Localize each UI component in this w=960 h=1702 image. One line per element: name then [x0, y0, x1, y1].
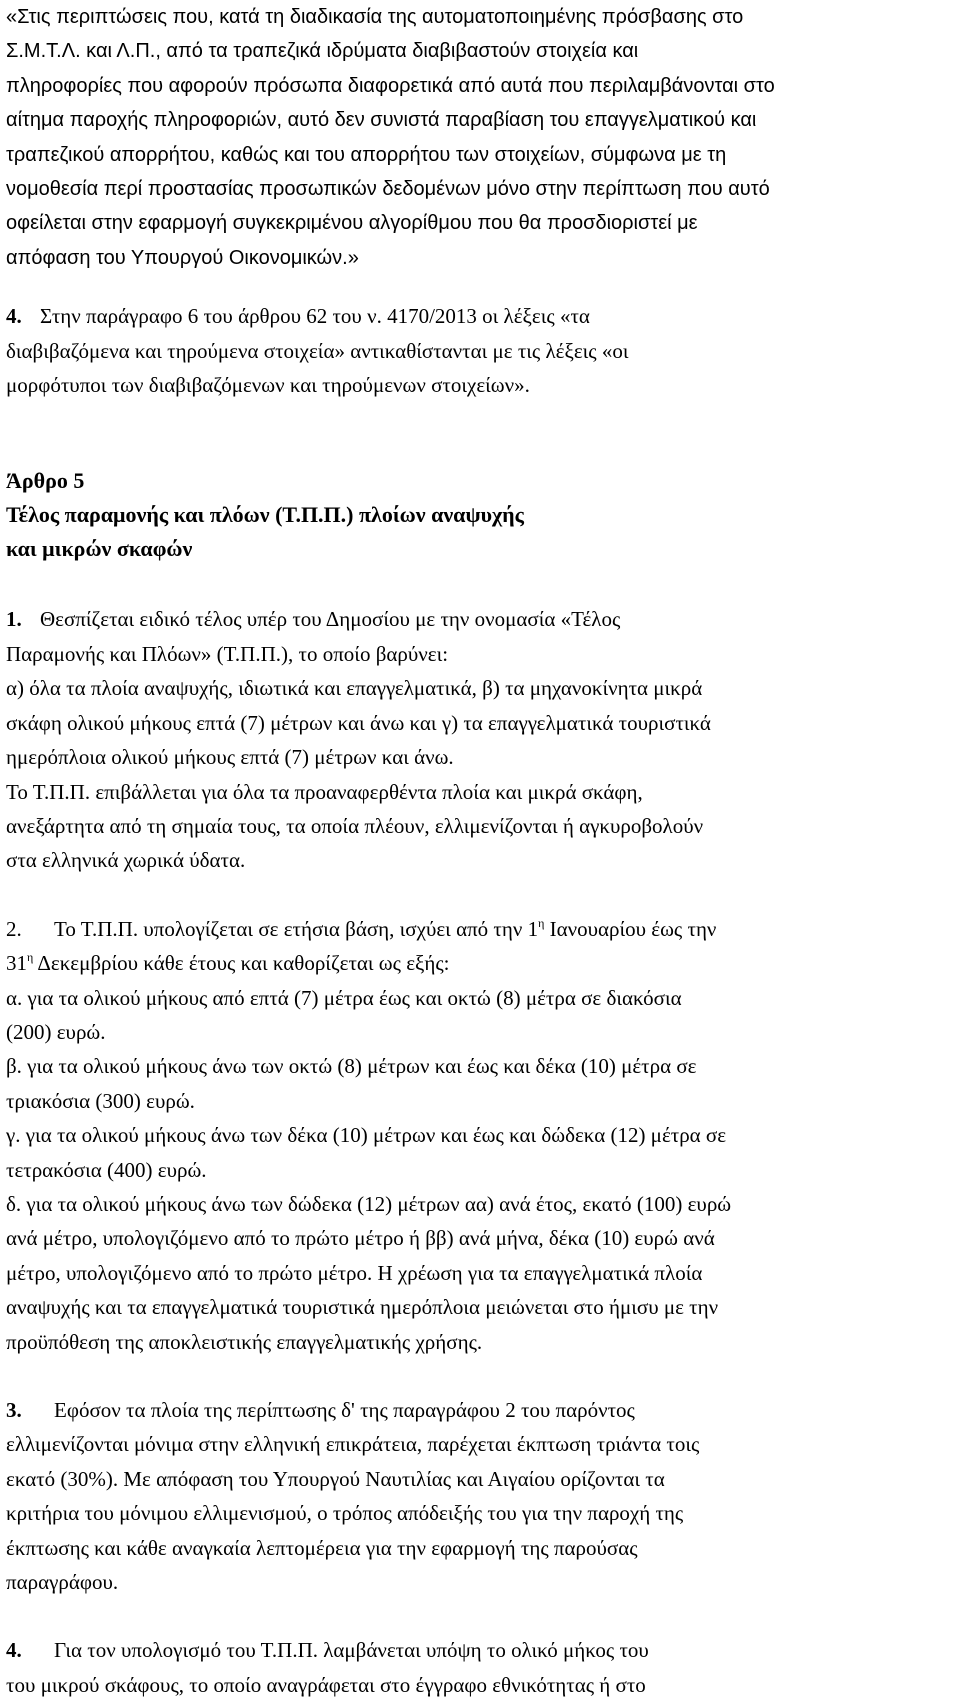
- text-line: (200) ευρώ.: [6, 1019, 106, 1044]
- paragraph-number: 2.: [6, 916, 22, 941]
- text-line: «Στις περιπτώσεις που, κατά τη διαδικασία της αυτοματοποιημένης πρόσβασης στο: [6, 6, 744, 28]
- article-title: και μικρών σκαφών: [6, 536, 193, 562]
- text-line: έκπτωσης και κάθε αναγκαία λεπτομέρεια για την εφαρμογή της παρούσας: [6, 1535, 638, 1560]
- text-line: εκατό (30%). Με απόφαση του Υπουργού Ναυτιλίας και Αιγαίου ορίζονται τα: [6, 1466, 665, 1491]
- text-line: 31: [6, 951, 27, 976]
- text-line: απόφαση του Υπουργού Οικονομικών.»: [6, 246, 359, 269]
- section-2: [6, 912, 950, 1359]
- text-line: μορφότυποι των διαβιβαζόμενων και τηρούμενων στοιχείων».: [6, 373, 530, 398]
- superscript: η: [27, 950, 34, 965]
- paragraph-number: 4.: [6, 1638, 22, 1663]
- text-line: μέτρο, υπολογιζόμενο από το πρώτο μέτρο. Η χρέωση για τα επαγγελματικά πλοία: [6, 1260, 703, 1285]
- text-line: Εφόσον τα πλοία της περίπτωσης δ' της παραγράφου 2 του παρόντος: [54, 1398, 635, 1422]
- text-line: Παραμονής και Πλόων» (Τ.Π.Π.), το οποίο βαρύνει:: [6, 641, 449, 666]
- text-line: Το Τ.Π.Π. επιβάλλεται για όλα τα προαναφερθέντα πλοία και μικρά σκάφη,: [6, 779, 643, 804]
- intro-quote: [6, 0, 950, 275]
- text-line: Για τον υπολογισμό του Τ.Π.Π. λαμβάνεται υπόψη το ολικό μήκος του: [54, 1638, 649, 1663]
- text-line: ανά μέτρο, υπολογιζόμενο από το πρώτο μέτρο ή ββ) ανά μήνα, δέκα (10) ευρώ ανά: [6, 1226, 715, 1251]
- text-line: α) όλα τα πλοία αναψυχής, ιδιωτικά και επαγγελματικά, β) τα μηχανοκίνητα μικρά: [6, 676, 703, 701]
- section-3: [6, 1393, 950, 1599]
- text-line: τριακόσια (300) ευρώ.: [6, 1088, 195, 1113]
- text-line: ελλιμενίζονται μόνιμα στην ελληνική επικράτεια, παρέχεται έκπτωση τριάντα τοις: [6, 1432, 700, 1457]
- paragraph-number: 4.: [6, 304, 22, 329]
- text-line: τραπεζικού απορρήτου, καθώς και του απορρήτου των στοιχείων, σύμφωνα με τη: [6, 143, 727, 166]
- superscript: η: [538, 915, 545, 930]
- list-item: β. για τα ολικού μήκους άνω των οκτώ (8) μέτρων και έως και δέκα (10) μέτρα σε: [6, 1054, 697, 1079]
- text-line: διαβιβαζόμενα και τηρούμενα στοιχεία» αντικαθίστανται με τις λέξεις «οι: [6, 338, 629, 363]
- article-number: Άρθρο 5: [6, 468, 85, 494]
- text-line: προϋπόθεση της αποκλειστικής επαγγελματικής χρήσης.: [6, 1329, 483, 1354]
- list-item: α. για τα ολικού μήκους από επτά (7) μέτρα έως και οκτώ (8) μέτρα σε διακόσια: [6, 985, 682, 1010]
- text-line: Στην παράγραφο 6 του άρθρου 62 του ν. 4170/2013 οι λέξεις «τα: [40, 304, 590, 329]
- text-line: παραγράφου.: [6, 1570, 119, 1595]
- text-line: οφείλεται στην εφαρμογή συγκεκριμένου αλγορίθμου που θα προσδιοριστεί με: [6, 212, 698, 235]
- text-line: του μικρού σκάφους, το οποίο αναγράφεται στο έγγραφο εθνικότητας ή στο: [6, 1672, 646, 1697]
- text-line: αναψυχής και τα επαγγελματικά τουριστικά ημερόπλοια μειώνεται στο ήμισυ με την: [6, 1295, 719, 1320]
- text-line: αίτημα παροχής πληροφοριών, αυτό δεν συνιστά παραβίαση του επαγγελματικού και: [6, 109, 757, 132]
- text-line: κριτήρια του μόνιμου ελλιμενισμού, ο τρόπος απόδειξής του για την παροχή της: [6, 1501, 684, 1526]
- paragraph-number: 3.: [6, 1398, 22, 1422]
- text-line: πληροφορίες που αφορούν πρόσωπα διαφορετικά από αυτά που περιλαμβάνονται στο: [6, 74, 775, 97]
- article-heading: [6, 464, 950, 566]
- list-item: δ. για τα ολικού μήκους άνω των δώδεκα (12) μέτρων αα) ανά έτος, εκατό (100) ευρώ: [6, 1191, 732, 1216]
- text-line: Ιανουαρίου έως την: [544, 916, 717, 941]
- text-line: Το Τ.Π.Π. υπολογίζεται σε ετήσια βάση, ισχύει από την 1: [54, 916, 539, 941]
- text-line: σκάφη ολικού μήκους επτά (7) μέτρων και άνω και γ) τα επαγγελματικά τουριστικά: [6, 710, 711, 735]
- text-line: Δεκεμβρίου κάθε έτους και καθορίζεται ως εξής:: [33, 951, 450, 976]
- paragraph-number: 1.: [6, 607, 22, 632]
- list-item: γ. για τα ολικού μήκους άνω των δέκα (10) μέτρων και έως και δώδεκα (12) μέτρα σε: [6, 1123, 727, 1148]
- section-1: [6, 602, 950, 877]
- article-title: Τέλος παραμονής και πλόων (Τ.Π.Π.) πλοίων αναψυχής: [6, 502, 524, 528]
- section-4: [6, 1633, 950, 1702]
- text-line: τετρακόσια (400) ευρώ.: [6, 1157, 207, 1182]
- text-line: ημερόπλοια ολικού μήκους επτά (7) μέτρων και άνω.: [6, 745, 454, 770]
- text-line: ανεξάρτητα από τη σημαία τους, τα οποία πλέουν, ελλιμενίζονται ή αγκυροβολούν: [6, 813, 704, 838]
- text-line: στα ελληνικά χωρικά ύδατα.: [6, 848, 246, 873]
- text-line: νομοθεσία περί προστασίας προσωπικών δεδομένων μόνο στην περίπτωση που αυτό: [6, 178, 770, 201]
- paragraph-4: [6, 299, 950, 402]
- text-line: Σ.Μ.Τ.Λ. και Λ.Π., από τα τραπεζικά ιδρύματα διαβιβαστούν στοιχεία και: [6, 40, 639, 63]
- text-line: Θεσπίζεται ειδικό τέλος υπέρ του Δημοσίου με την ονομασία «Τέλος: [40, 607, 621, 632]
